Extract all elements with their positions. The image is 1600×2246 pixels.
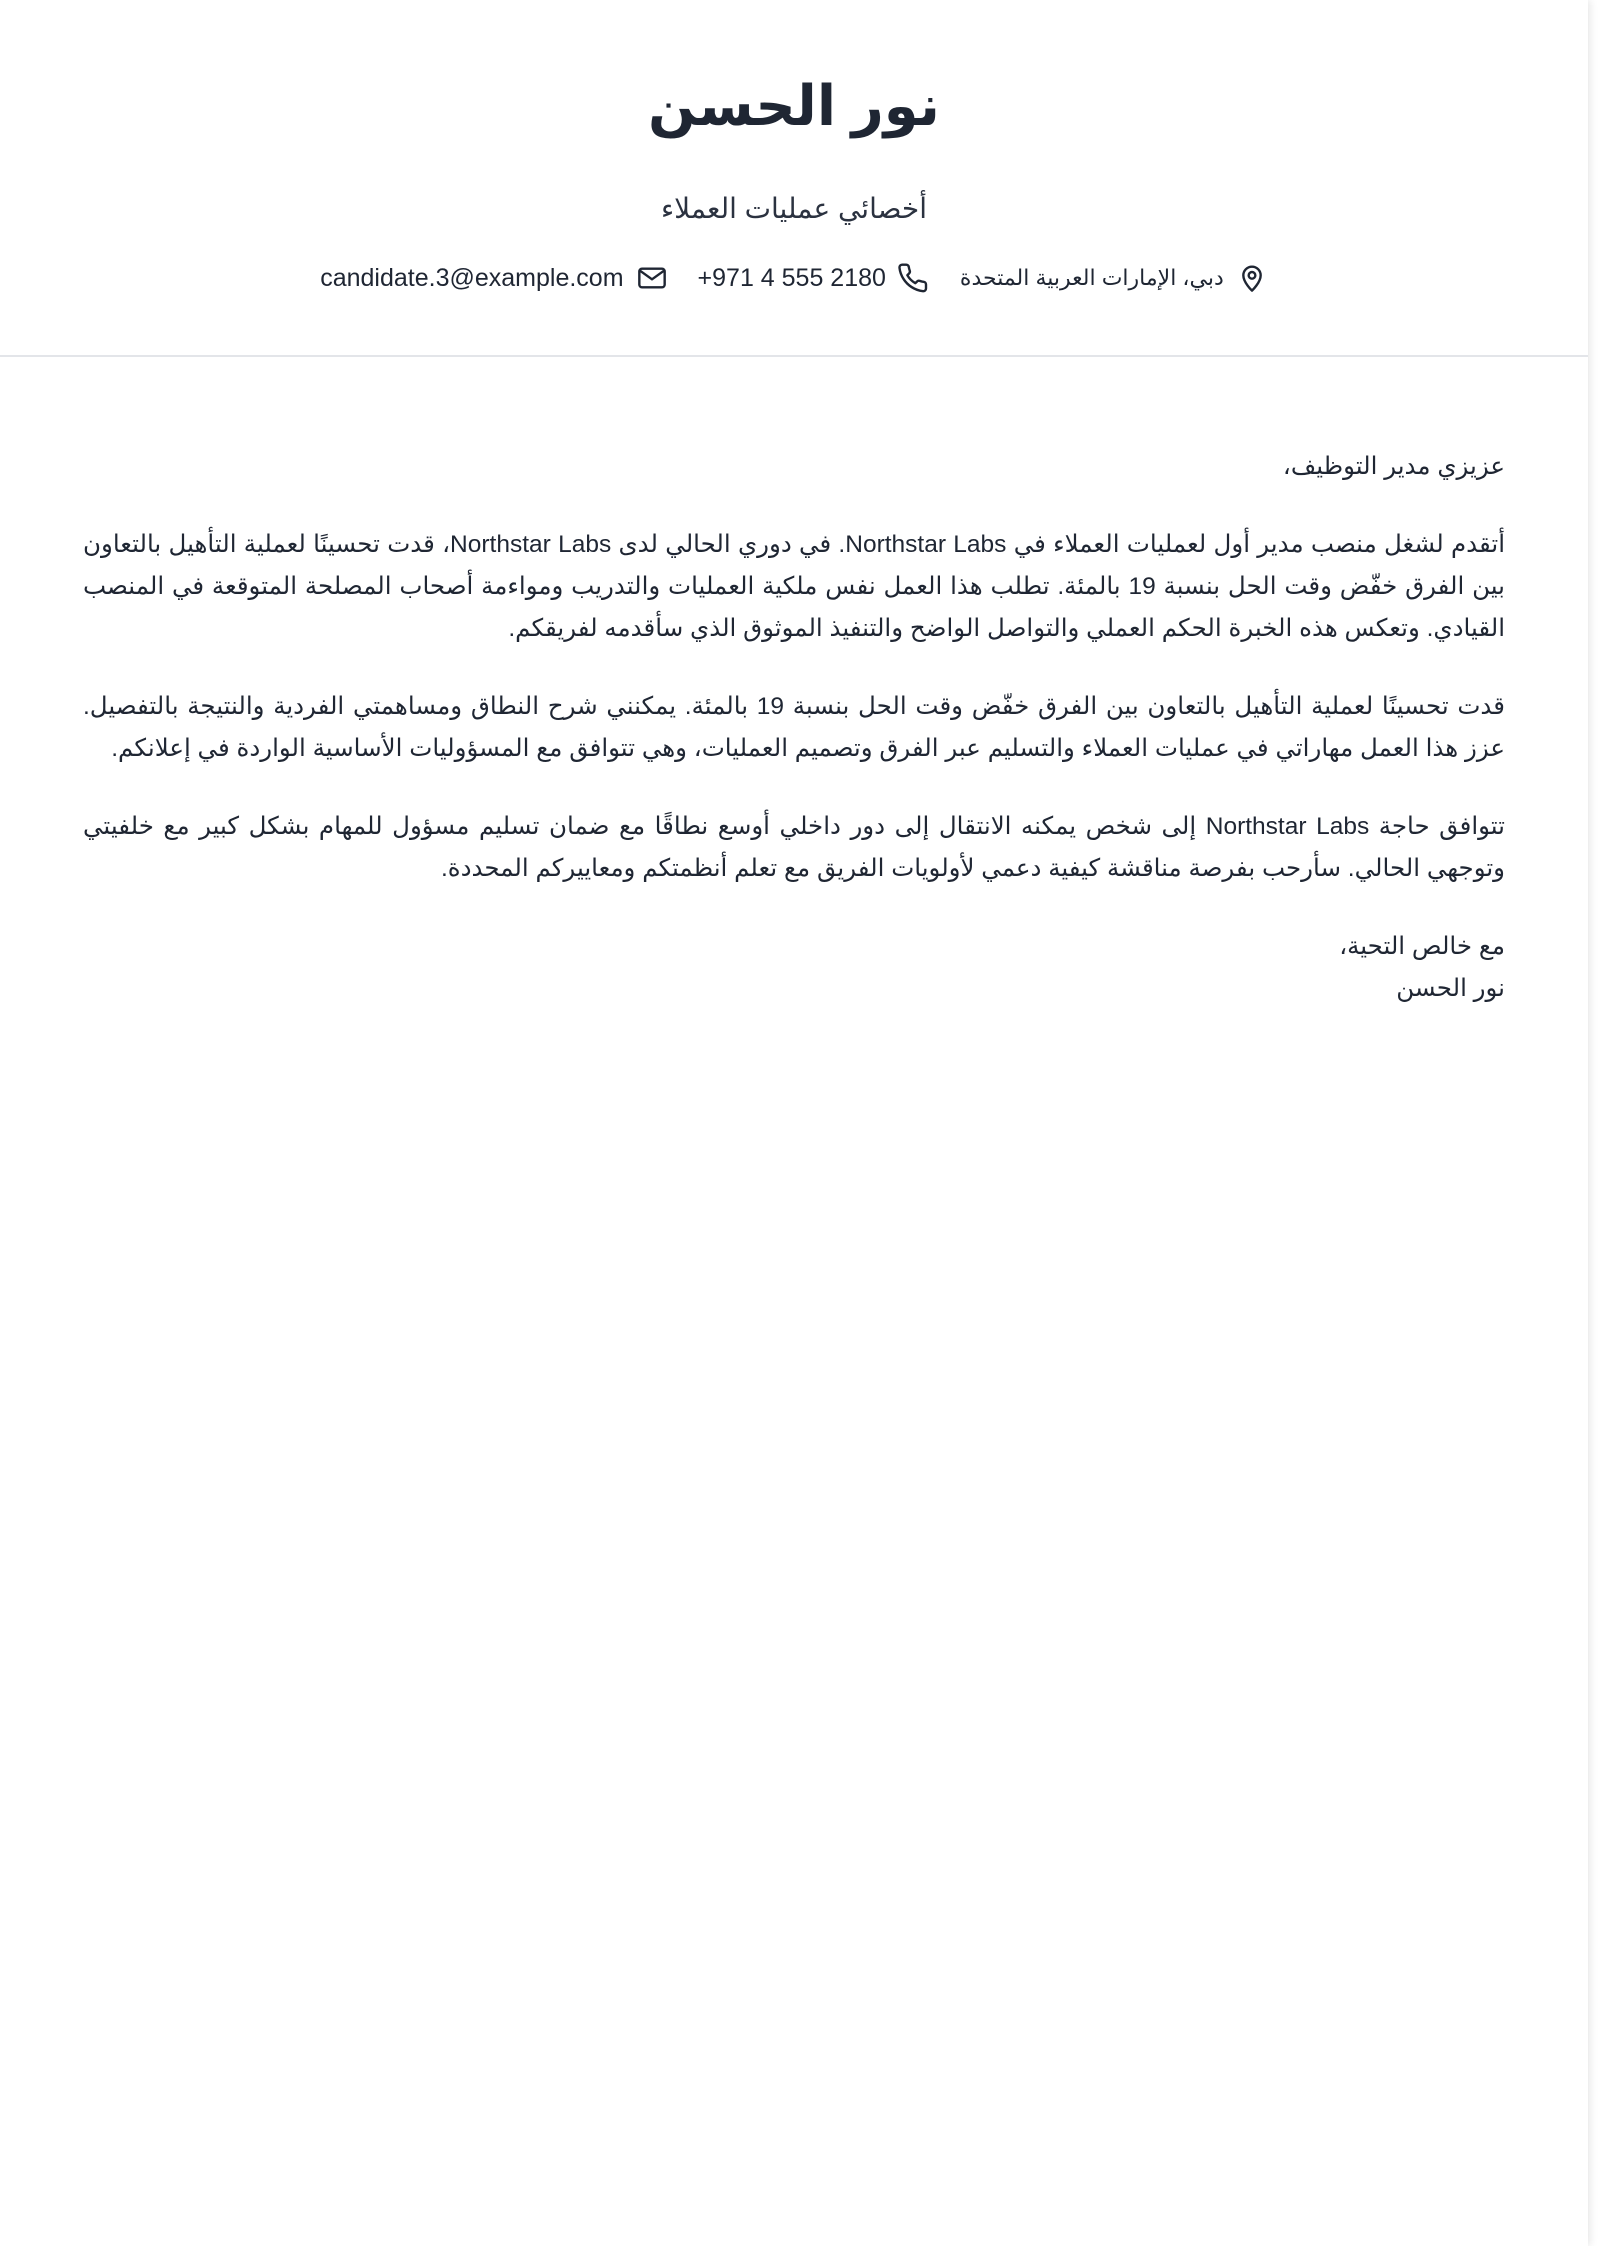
contact-info [0, 262, 1588, 294]
letter-greeting: عزيزي مدير التوظيف، [1282, 453, 1505, 480]
letter-body [83, 446, 1505, 1010]
map-pin-icon [1236, 262, 1268, 294]
contact-phone[interactable] [698, 262, 930, 294]
letter-header [0, 0, 1588, 357]
letter-paragraph-2: قدت تحسينًا لعملية التأهيل بالتعاون بين الفرق خفّض وقت الحل بنسبة 19 بالمئة. يمكنني شرح النطاق ومساهمتي الفردية والنتيجة بالتفصيل. عزز هذا العمل مهاراتي في عمليات العملاء والتسليم عبر الفرق وتصميم العمليات، وهي تتوافق مع المسؤوليات الأساسية الواردة في إعلانكم. [83, 693, 1505, 762]
phone-icon [898, 262, 930, 294]
candidate-title: أخصائي عمليات العملاء [661, 193, 927, 224]
letter-paragraph-1: أتقدم لشغل منصب مدير أول لعمليات العملاء في Northstar Labs. في دوري الحالي لدى Northstar Labs، قدت تحسينًا لعملية التأهيل بالتعاون بين الفرق خفّض وقت الحل بنسبة 19 بالمئة. تطلب هذا العمل نفس ملكية العمليات والتدريب ومواءمة أصحاب المصلحة المتوقعة في المنصب القيادي. وتعكس هذه الخبرة الحكم العملي والتواصل الواضح والتنفيذ الموثوق الذي سأقدمه لفريقكم. [83, 531, 1506, 642]
candidate-name: نور الحسن [648, 74, 940, 137]
location-text: دبي، الإمارات العربية المتحدة [959, 265, 1224, 290]
email-text: candidate.3@example.com [320, 263, 624, 292]
letter-closing: مع خالص التحية، [1339, 933, 1505, 960]
phone-text: +971 4 555 2180 [697, 263, 886, 292]
letter-paragraph-3: تتوافق حاجة Northstar Labs إلى شخص يمكنه الانتقال إلى دور داخلي أوسع نطاقًا مع ضمان تسليم مسؤول للمهام بشكل كبير مع خلفيتي وتوجهي الحالي. سأرحب بفرصة مناقشة كيفية دعمي لأولويات الفريق مع تعلم أنظمتكم ومعاييركم المحددة. [83, 813, 1506, 882]
contact-location [960, 262, 1268, 294]
letter-signature: نور الحسن [1396, 975, 1505, 1002]
mail-icon [636, 262, 668, 294]
contact-email[interactable] [320, 262, 667, 294]
